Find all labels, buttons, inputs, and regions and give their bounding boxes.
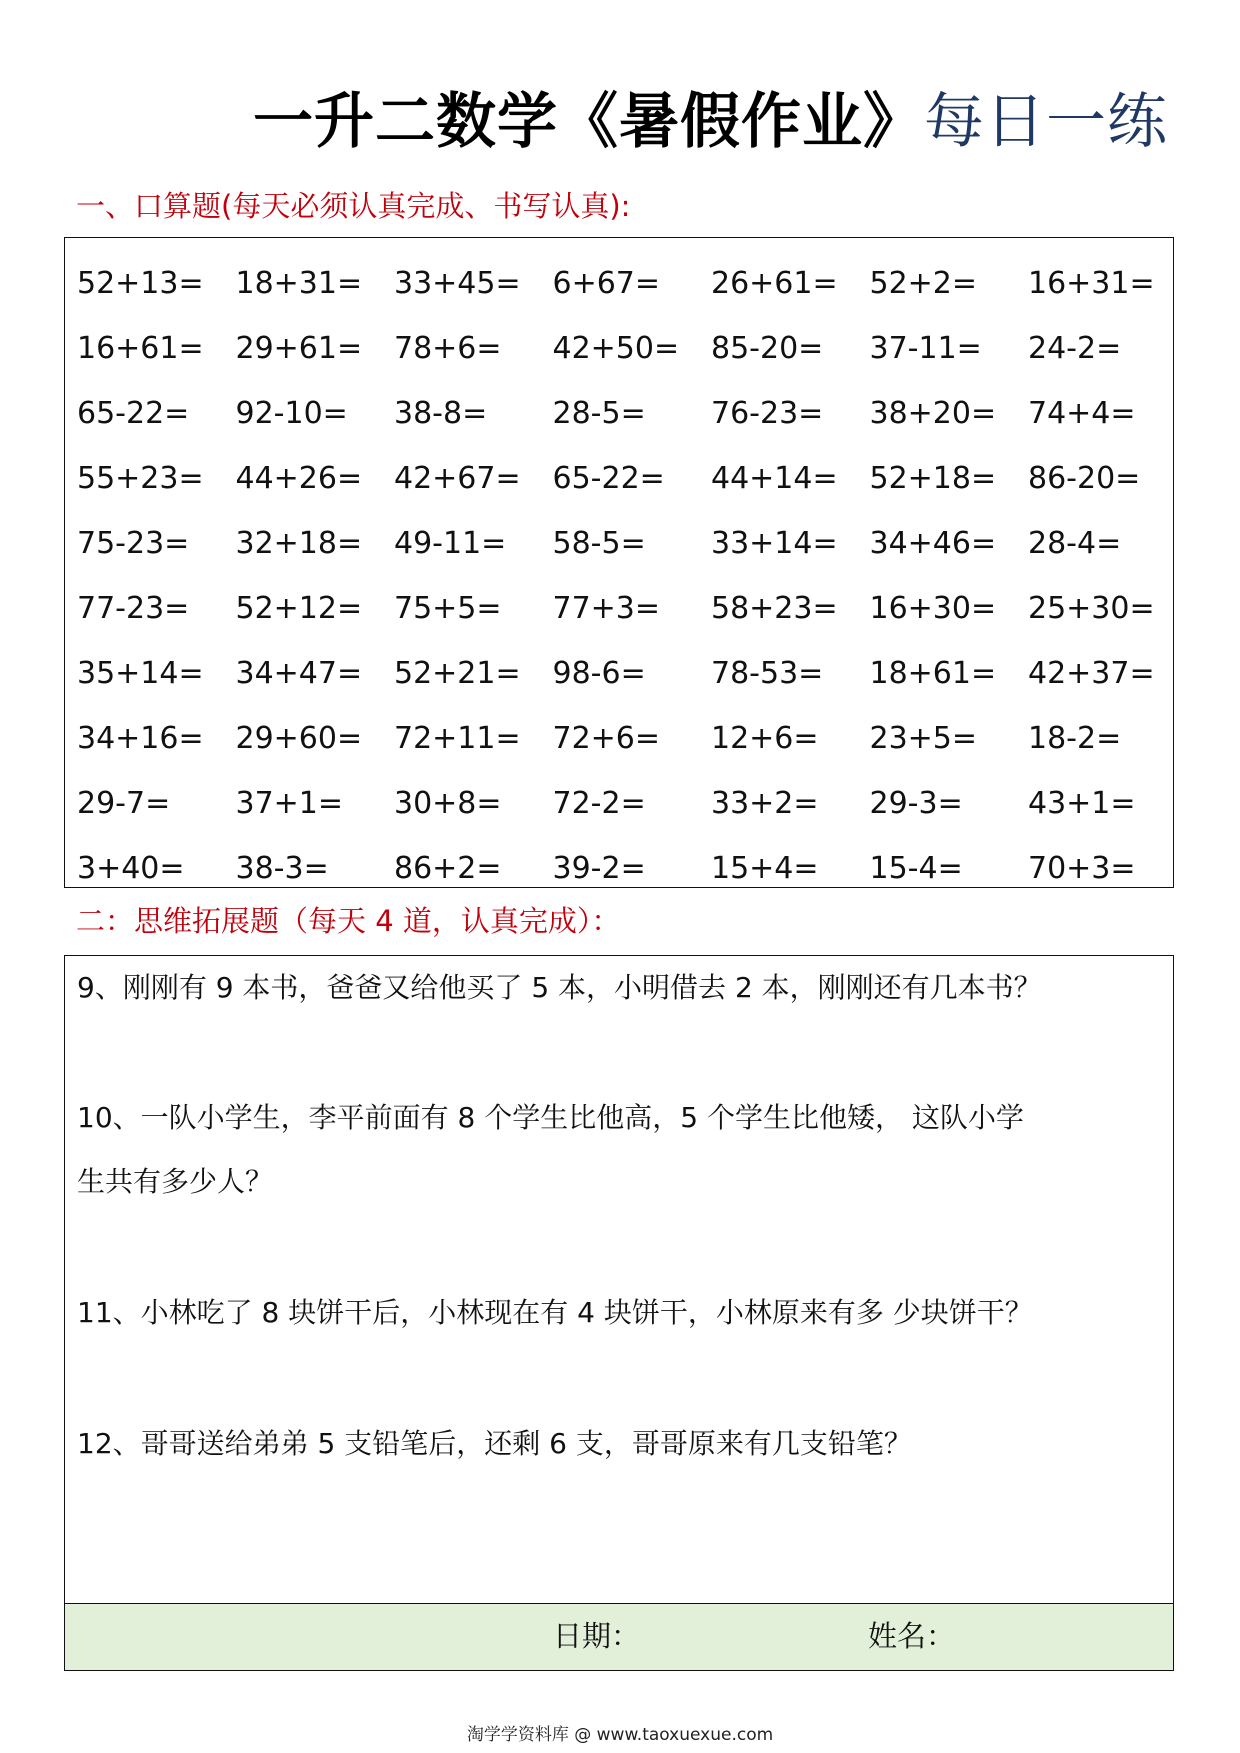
arithmetic-problem: 38+20= (869, 395, 997, 431)
word-problems-box (64, 955, 1174, 1671)
arithmetic-problem: 37-11= (869, 330, 982, 366)
arithmetic-row (77, 771, 1173, 836)
arithmetic-problem: 30+8= (394, 785, 502, 821)
watermark: 淘学学资料库 @ www.taoxuexue.com (466, 1725, 774, 1745)
arithmetic-problem: 77-23= (77, 590, 190, 626)
arithmetic-problem: 18+61= (869, 655, 997, 691)
arithmetic-problem: 72+6= (552, 720, 661, 756)
arithmetic-problem: 28-4= (1028, 525, 1122, 561)
arithmetic-problem: 92-10= (235, 395, 348, 431)
arithmetic-problem: 58-5= (552, 525, 646, 561)
arithmetic-problem: 16+61= (77, 330, 204, 366)
arithmetic-problem: 16+30= (869, 590, 997, 626)
arithmetic-problem: 65-22= (77, 395, 190, 431)
arithmetic-problem: 76-23= (711, 395, 824, 431)
arithmetic-problem: 15-4= (869, 850, 963, 886)
arithmetic-problem: 52+13= (77, 265, 204, 301)
arithmetic-row (77, 836, 1173, 901)
arithmetic-row (77, 641, 1173, 706)
arithmetic-problem: 37+1= (235, 785, 344, 821)
name-label: 姓名： (868, 1619, 956, 1653)
arithmetic-row (77, 511, 1173, 576)
arithmetic-problem: 77+3= (552, 590, 661, 626)
arithmetic-problem: 18-2= (1028, 720, 1122, 756)
arithmetic-problem: 33+14= (711, 525, 838, 561)
arithmetic-problem: 72-2= (552, 785, 646, 821)
arithmetic-problem: 52+18= (869, 460, 997, 496)
arithmetic-problem: 78-53= (711, 655, 824, 691)
arithmetic-row (77, 576, 1173, 641)
problem-10-continued: 生共有多少人？ (77, 1165, 274, 1198)
arithmetic-problem: 52+2= (869, 265, 978, 301)
arithmetic-problem: 33+2= (711, 785, 819, 821)
arithmetic-problem: 75+5= (394, 590, 502, 626)
arithmetic-problem: 38-3= (235, 850, 329, 886)
arithmetic-problem: 43+1= (1028, 785, 1136, 821)
arithmetic-problem: 35+14= (77, 655, 204, 691)
arithmetic-problem: 3+40= (77, 850, 185, 886)
arithmetic-problem: 98-6= (552, 655, 646, 691)
arithmetic-problem: 52+12= (235, 590, 363, 626)
arithmetic-problem: 33+45= (394, 265, 521, 301)
arithmetic-row (77, 446, 1173, 511)
arithmetic-problem: 86+2= (394, 850, 502, 886)
title-accent: 每日一练 (924, 87, 1168, 157)
arithmetic-problem: 29+61= (235, 330, 363, 366)
arithmetic-problem: 12+6= (711, 720, 819, 756)
arithmetic-problem: 29+60= (235, 720, 363, 756)
section1-heading: 一、口算题(每天必须认真完成、书写认真): (76, 189, 631, 223)
arithmetic-problem: 23+5= (869, 720, 978, 756)
arithmetic-problem: 32+18= (235, 525, 363, 561)
problem-12: 12、哥哥送给弟弟 5 支铅笔后，还剩 6 支，哥哥原来有几支铅笔？ (77, 1427, 912, 1460)
arithmetic-problem: 15+4= (711, 850, 819, 886)
arithmetic-problem: 78+6= (394, 330, 502, 366)
arithmetic-problem: 25+30= (1028, 590, 1155, 626)
arithmetic-problem: 86-20= (1028, 460, 1141, 496)
arithmetic-problem: 39-2= (552, 850, 646, 886)
arithmetic-row (77, 706, 1173, 771)
arithmetic-problem: 42+50= (552, 330, 680, 366)
date-name-bar (65, 1603, 1173, 1670)
arithmetic-problem: 28-5= (552, 395, 646, 431)
arithmetic-problem: 52+21= (394, 655, 521, 691)
arithmetic-problem: 58+23= (711, 590, 838, 626)
arithmetic-problem: 75-23= (77, 525, 190, 561)
arithmetic-problem: 26+61= (711, 265, 838, 301)
arithmetic-problem: 38-8= (394, 395, 488, 431)
arithmetic-problem: 70+3= (1028, 850, 1136, 886)
title-main: 一升二数学《暑假作业》 (253, 87, 924, 157)
arithmetic-problem: 29-3= (869, 785, 963, 821)
arithmetic-problem: 16+31= (1028, 265, 1155, 301)
arithmetic-problem: 55+23= (77, 460, 204, 496)
arithmetic-problem: 29-7= (77, 785, 171, 821)
page-title (0, 84, 1240, 160)
arithmetic-row (77, 316, 1173, 381)
arithmetic-problem: 44+14= (711, 460, 838, 496)
arithmetic-problem: 6+67= (552, 265, 661, 301)
arithmetic-problem: 65-22= (552, 460, 665, 496)
arithmetic-problem: 49-11= (394, 525, 507, 561)
arithmetic-row (77, 381, 1173, 446)
arithmetic-problem: 74+4= (1028, 395, 1136, 431)
arithmetic-problem: 34+46= (869, 525, 997, 561)
arithmetic-problem: 72+11= (394, 720, 521, 756)
arithmetic-problem: 34+16= (77, 720, 204, 756)
arithmetic-problem: 34+47= (235, 655, 363, 691)
problem-10: 10、一队小学生，李平前面有 8 个学生比他高，5 个学生比他矮， 这队小学 (77, 1101, 1024, 1134)
arithmetic-problem: 24-2= (1028, 330, 1122, 366)
arithmetic-problem: 42+37= (1028, 655, 1155, 691)
arithmetic-grid (77, 251, 1173, 901)
date-label: 日期： (553, 1619, 641, 1653)
problem-11: 11、小林吃了 8 块饼干后，小林现在有 4 块饼干，小林原来有多 少块饼干？ (77, 1296, 1033, 1329)
arithmetic-problem: 44+26= (235, 460, 363, 496)
arithmetic-row (77, 251, 1173, 316)
problem-9: 9、刚刚有 9 本书，爸爸又给他买了 5 本，小明借去 2 本，刚刚还有几本书？ (77, 971, 1042, 1004)
arithmetic-problem: 42+67= (394, 460, 521, 496)
arithmetic-problem: 85-20= (711, 330, 824, 366)
arithmetic-box (64, 237, 1174, 888)
arithmetic-problem: 18+31= (235, 265, 363, 301)
section2-heading: 二：思维拓展题（每天 4 道，认真完成）： (76, 904, 621, 938)
